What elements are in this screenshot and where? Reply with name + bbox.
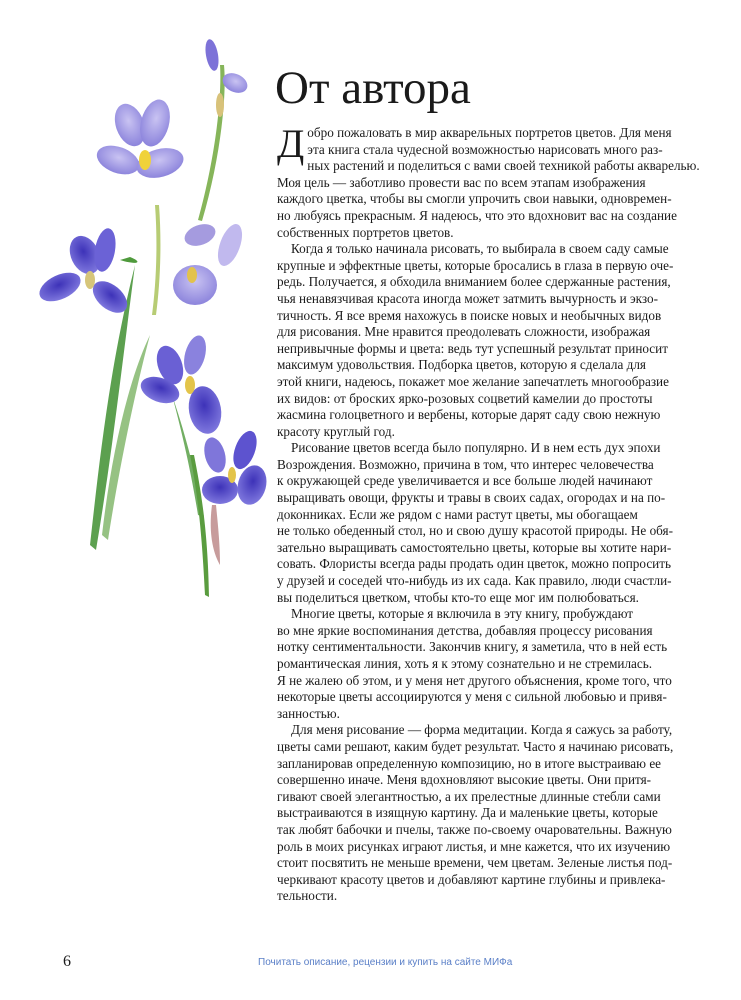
page-number: 6 — [63, 953, 71, 970]
text-line: Я не жалею об этом, и у меня нет другого объяснения, кроме того, что — [277, 672, 672, 688]
page-title: От автора — [275, 62, 471, 114]
text-line: занностью. — [277, 705, 340, 721]
iris-flower-deep-lower — [201, 428, 270, 565]
text-line: Для меня рисование — форма медитации. Когда я сажусь за работу, — [291, 722, 673, 738]
paragraph-1 — [277, 121, 700, 241]
text-line: Многие цветы, которые я включила в эту книгу, пробуждают — [291, 606, 634, 622]
text-line: выращивать овощи, фрукты и травы в своих садах, огородах и на по- — [277, 490, 666, 506]
text-line: романтическая линия, хоть я к этому сознательно и не стремилась. — [277, 656, 653, 671]
paragraph-2 — [277, 241, 683, 440]
text-line: крупные и эффектные цветы, которые бросались в глаза в первую оче- — [277, 257, 674, 273]
text-line: так любят бабочки и пчелы, также по-своему очаровательны. Важную — [277, 821, 672, 837]
iris-bud-top — [203, 38, 250, 117]
text-line: Когда я только начинала рисовать, то выбирала в своем саду самые — [291, 241, 669, 257]
text-line: красоту круглый год. — [277, 423, 395, 439]
iris-flower-deep-left — [35, 227, 137, 319]
text-line: некоторые цветы ассоциируются у меня с сильной любовью и привя- — [277, 689, 667, 705]
body-text — [277, 121, 700, 905]
iris-illustration — [30, 35, 270, 615]
text-line: ных растений и поделиться с вами своей техникой работы акварелью. — [307, 158, 700, 174]
text-line: зательно выращивать самостоятельно цветы, которые вы хотите нари- — [277, 539, 672, 555]
text-line: Возрождения. Возможно, причина в том, что интерес человечества — [277, 456, 654, 472]
iris-flower-deep-middle — [137, 333, 225, 436]
iris-flower-pale — [93, 96, 187, 183]
paragraph-3 — [277, 440, 683, 606]
text-line: к окружающей среде увеличивается и все больше людей начинают — [277, 473, 653, 489]
text-line: чья ненавязчивая красота иногда может затмить вычурность и экзо- — [277, 290, 658, 306]
paragraph-4 — [277, 606, 683, 722]
text-line: обро пожаловать в мир акварельных портретов цветов. Для меня — [307, 125, 672, 140]
text-line: вы поделиться цветком, чтобы кто-то еще мог им полюбоваться. — [277, 589, 639, 605]
text-line: цветы сами решают, каким будет результат. Часто я начинаю рисовать, — [277, 738, 674, 754]
text-line: но любуясь прекрасным. Я надеюсь, что это вдохновит вас на создание — [277, 207, 677, 223]
text-line: гивают своей элегантностью, а их прелестные длинные стебли сами — [277, 788, 661, 804]
text-line: нотку сентиментальности. Закончив книгу, я заметила, что в ней есть — [277, 639, 668, 655]
text-line: для рисования. Мне нравится преодолевать сложности, изображая — [277, 324, 651, 340]
iris-flower-pale-right — [173, 220, 247, 305]
text-line: жасмина голоцветного и вербены, которые дарят саду свою нежную — [277, 407, 661, 423]
text-line: этой книги, надеюсь, покажет мое желание запечатлеть многообразие — [277, 373, 669, 389]
text-line: каждого цветка, чтобы вы смогли упрочить свои навыки, одновремен- — [277, 191, 672, 207]
text-line: их видов: от броских ярко-розовых соцветий камелии до простоты — [277, 390, 653, 406]
text-line: у друзей и соседей что-нибудь из их сада. Как правило, люди счастли- — [277, 573, 672, 589]
drop-cap: Д — [277, 121, 305, 166]
text-line: максимум удовольствия. Подборка цветов, которую я сделала для — [277, 357, 646, 373]
text-line: редь. Получается, я обходила вниманием более сдержанные растения, — [277, 274, 671, 290]
text-line: черкивают красоту цветов и добавляют картине глубины и привлека- — [277, 871, 666, 887]
paragraph-5 — [277, 722, 683, 905]
text-line: выстраиваются в изящную картину. Да и маленькие цветы, которые — [277, 805, 658, 821]
text-line: эта книга стала чудесной возможностью нарисовать много раз- — [307, 141, 663, 157]
text-line: собственных портретов цветов. — [277, 224, 454, 240]
text-line: тельности. — [277, 888, 338, 904]
text-line: запланировав определенную композицию, но в итоге выстраиваю ее — [277, 755, 662, 771]
text-line: непривычные формы и цвета: ведь тут успешный результат приносит — [277, 340, 668, 356]
text-line: тичность. Я все время нахожусь в поиске новых и необычных видов — [277, 307, 662, 323]
text-line: Моя цель — заботливо провести вас по всем этапам изображения — [277, 174, 646, 190]
text-line: роль в моих рисунках играют листья, и мне кажется, что их изучению — [277, 838, 671, 854]
text-line: доконниках. Если же рядом с нами растут цветы, мы обогащаем — [277, 506, 638, 522]
text-line: совать. Флористы всегда рады продать один цветок, можно попросить — [277, 556, 672, 572]
text-line: не только обеденный стол, но и свою душу красотой природы. Не обя- — [277, 523, 674, 539]
text-line: совершенно иначе. Меня вдохновляют высокие цветы. Они притя- — [277, 772, 652, 788]
text-line: Рисование цветов всегда было популярно. И в нем есть дух эпохи — [291, 440, 661, 456]
text-line: стоит посвятить не меньше времени, чем цветам. Зеленые листья под- — [277, 855, 673, 871]
text-line: во мне яркие воспоминания детства, добавляя процессу рисования — [277, 622, 653, 638]
footer-purchase-link[interactable]: Почитать описание, рецензии и купить на сайте МИФа — [258, 957, 513, 968]
